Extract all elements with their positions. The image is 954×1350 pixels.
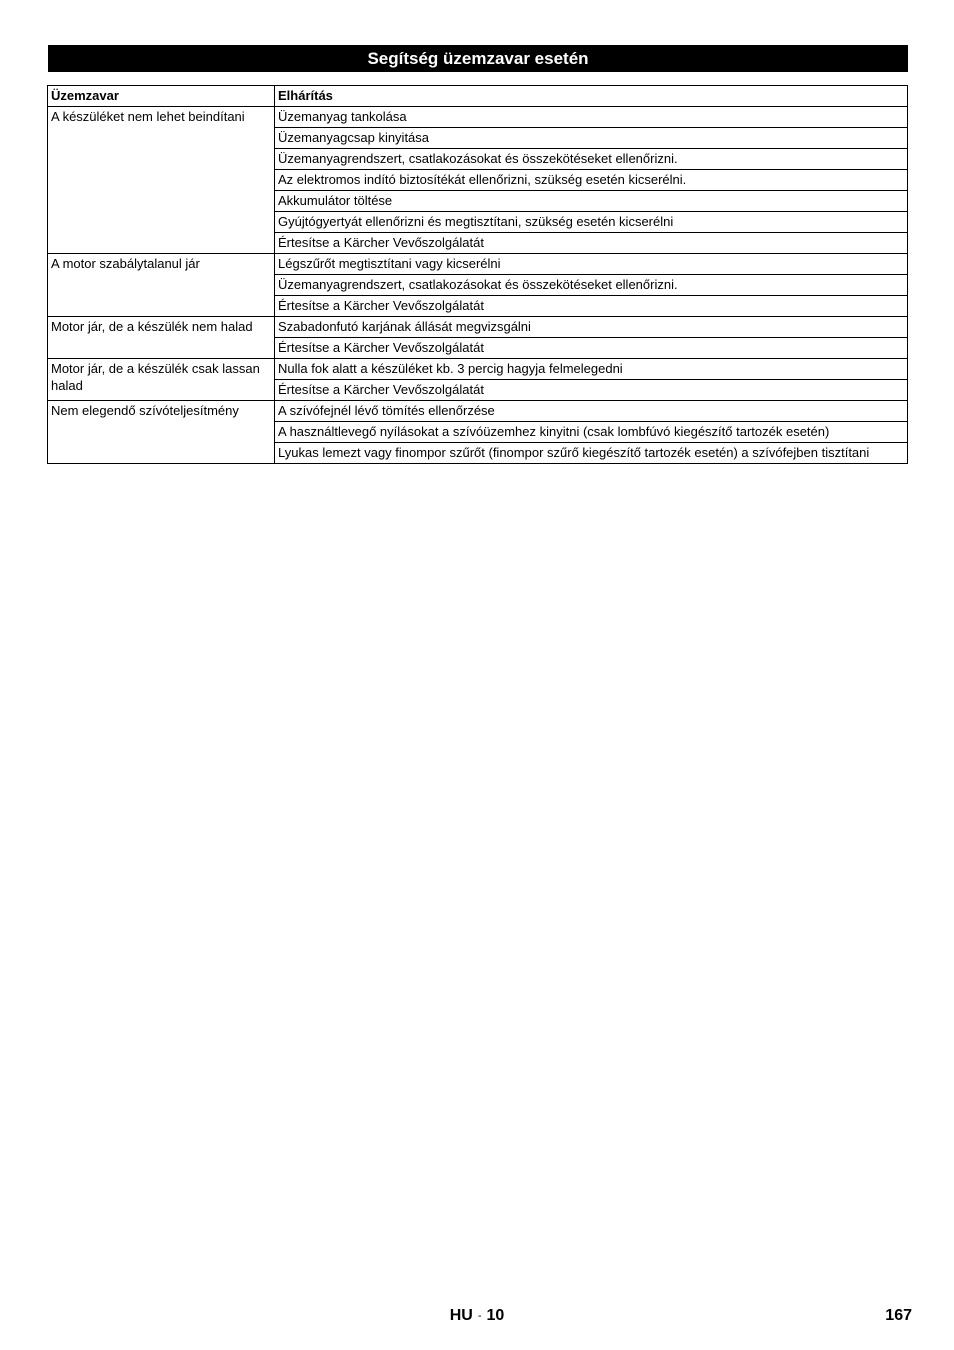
footer-lang: HU <box>449 1307 473 1324</box>
table-row <box>48 254 908 275</box>
fault-cell: Motor jár, de a készülék nem halad <box>48 317 275 359</box>
remedy-cell: Üzemanyagcsap kinyitása <box>275 128 908 149</box>
table-row <box>48 401 908 422</box>
table-header-row <box>48 86 908 107</box>
fault-cell: A készüléket nem lehet beindítani <box>48 107 275 254</box>
remedy-cell: Szabadonfutó karjának állását megvizsgálni <box>275 317 908 338</box>
remedy-cell: Lyukas lemezt vagy finompor szűrőt (finompor szűrő kiegészítő tartozék esetén) a szívófejben tisztítani <box>275 443 908 464</box>
footer-section-label <box>0 1307 954 1325</box>
remedy-cell: Akkumulátor töltése <box>275 191 908 212</box>
fault-cell: A motor szabálytalanul jár <box>48 254 275 317</box>
section-title: Segítség üzemzavar esetén <box>48 45 908 72</box>
column-header-fault: Üzemzavar <box>48 86 275 107</box>
remedy-cell: A használtlevegő nyílásokat a szívóüzemhez kinyitni (csak lombfúvó kiegészítő tartozék esetén) <box>275 422 908 443</box>
table-row <box>48 359 908 380</box>
table-row <box>48 317 908 338</box>
column-header-remedy: Elhárítás <box>275 86 908 107</box>
remedy-cell: Értesítse a Kärcher Vevőszolgálatát <box>275 338 908 359</box>
footer-separator: - <box>477 1310 482 1322</box>
remedy-cell: Üzemanyagrendszert, csatlakozásokat és összekötéseket ellenőrizni. <box>275 275 908 296</box>
remedy-cell: Értesítse a Kärcher Vevőszolgálatát <box>275 233 908 254</box>
remedy-cell: A szívófejnél lévő tömítés ellenőrzése <box>275 401 908 422</box>
fault-cell: Motor jár, de a készülék csak lassan halad <box>48 359 275 401</box>
remedy-cell: Légszűrőt megtisztítani vagy kicserélni <box>275 254 908 275</box>
fault-cell: Nem elegendő szívóteljesítmény <box>48 401 275 464</box>
remedy-cell: Értesítse a Kärcher Vevőszolgálatát <box>275 296 908 317</box>
page-number: 167 <box>885 1307 912 1324</box>
remedy-cell: Az elektromos indító biztosítékát ellenőrizni, szükség esetén kicserélni. <box>275 170 908 191</box>
table-row <box>48 107 908 128</box>
remedy-cell: Üzemanyagrendszert, csatlakozásokat és összekötéseket ellenőrizni. <box>275 149 908 170</box>
troubleshooting-table <box>47 85 908 464</box>
remedy-cell: Üzemanyag tankolása <box>275 107 908 128</box>
remedy-cell: Értesítse a Kärcher Vevőszolgálatát <box>275 380 908 401</box>
remedy-cell: Nulla fok alatt a készüléket kb. 3 percig hagyja felmelegedni <box>275 359 908 380</box>
footer-section-page: 10 <box>486 1307 505 1324</box>
remedy-cell: Gyújtógyertyát ellenőrizni és megtisztítani, szükség esetén kicserélni <box>275 212 908 233</box>
